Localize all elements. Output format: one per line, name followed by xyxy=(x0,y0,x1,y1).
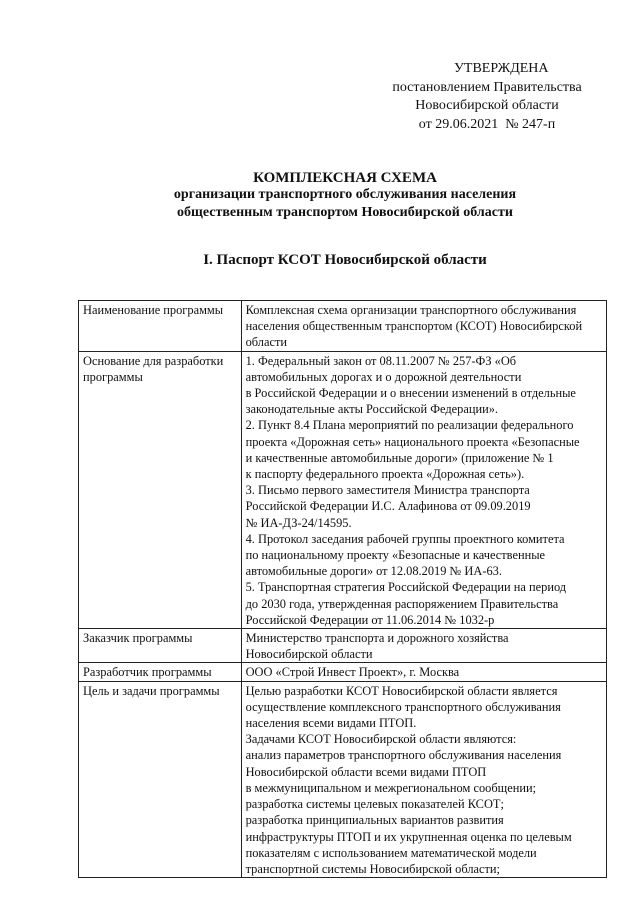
cell-text-line: Основание для разработки xyxy=(83,353,224,368)
table-cell-value xyxy=(241,663,606,681)
cell-text-line: населения общественным транспортом (КСОТ) Новосибирской xyxy=(245,319,583,334)
cell-text-line: населения всеми видами ПТОП. xyxy=(245,716,417,731)
cell-text-line: Цель и задачи программы xyxy=(83,683,220,698)
cell-text-line: 4. Протокол заседания рабочей группы проектного комитета xyxy=(245,531,565,546)
cell-text-line: Комплексная схема организации транспортного обслуживания xyxy=(245,303,577,317)
table-row xyxy=(79,629,607,663)
passport-table xyxy=(78,300,607,878)
cell-text-line: ООО «Строй Инвест Проект», г. Москва xyxy=(245,665,460,680)
cell-text-line: области xyxy=(245,335,288,350)
document-title: КОМПЛЕКСНАЯ СХЕМА xyxy=(253,170,437,186)
cell-text-line: Российской Федерации И.С. Алафинова от 09.09.2019 xyxy=(245,499,531,514)
cell-text-line: программы xyxy=(83,369,143,384)
approval-date-line xyxy=(372,116,602,135)
table-cell-label xyxy=(79,663,242,681)
table-row xyxy=(79,301,607,352)
cell-text-line: 2. Пункт 8.4 Плана мероприятий по реализации федерального xyxy=(245,418,574,433)
subtitle-line-2: общественным транспортом Новосибирской области xyxy=(177,204,513,220)
cell-text-line: Заказчик программы xyxy=(83,631,193,646)
subtitle-line-1: организации транспортного обслуживания населения xyxy=(173,187,517,202)
cell-text-line: разработка принципиальных вариантов развития xyxy=(245,813,504,828)
approval-line-1: постановлением Правительства xyxy=(392,79,582,95)
cell-text-line: инфраструктуры ПТОП и их укрупненная оценка по целевым xyxy=(245,829,572,844)
cell-text-line: № ИА-ДЗ-24/14595. xyxy=(245,515,352,530)
cell-text-line: автомобильные дороги» от 12.08.2019 № ИА-63. xyxy=(245,564,502,579)
cell-text-line: в межмуниципальном и межрегиональном сообщении; xyxy=(245,780,537,795)
table-row xyxy=(79,351,607,628)
approval-number: № 247-п xyxy=(505,116,556,132)
cell-text-line: в Российской Федерации и о внесении изменений в отдельные xyxy=(245,386,576,401)
cell-text-line: показателям с использованием математической модели xyxy=(245,845,537,860)
cell-text-line: Новосибирской области всеми видами ПТОП xyxy=(245,764,487,779)
document-subtitle xyxy=(80,186,610,221)
table-row xyxy=(79,663,607,681)
cell-text-line: автомобильных дорогах и о дорожной деятельности xyxy=(245,369,522,384)
cell-text-line: Наименование программы xyxy=(83,303,224,317)
table-row xyxy=(79,681,607,877)
approval-line-2: Новосибирской области xyxy=(415,98,559,113)
table-cell-label xyxy=(79,301,242,352)
cell-text-line: к паспорту федерального проекта «Дорожная сеть»). xyxy=(245,467,525,482)
approval-heading: УТВЕРЖДЕНА xyxy=(454,61,549,76)
cell-text-line: Министерство транспорта и дорожного хозяйства xyxy=(245,631,509,646)
cell-text-line: 3. Письмо первого заместителя Министра транспорта xyxy=(245,483,530,498)
table-cell-value xyxy=(241,681,606,877)
cell-text-line: Новосибирской области xyxy=(245,647,373,662)
cell-text-line: законодательные акты Российской Федерации». xyxy=(245,402,499,417)
cell-text-line: анализ параметров транспортного обслуживания населения xyxy=(245,748,562,763)
cell-text-line: разработка системы целевых показателей КСОТ; xyxy=(245,797,504,812)
passport-table-body xyxy=(79,301,607,878)
table-cell-label xyxy=(79,629,242,663)
cell-text-line: по национальному проекту «Безопасные и качественные xyxy=(245,548,546,563)
cell-text-line: проекта «Дорожная сеть» национального проекта «Безопасные xyxy=(245,434,580,449)
cell-text-line: 5. Транспортная стратегия Российской Федерации на период xyxy=(245,580,567,595)
cell-text-line: и качественные автомобильные дороги» (приложение № 1 xyxy=(245,450,554,465)
approval-block xyxy=(372,60,602,134)
approval-date: от 29.06.2021 xyxy=(418,116,499,132)
cell-text-line: Целью разработки КСОТ Новосибирской области является xyxy=(245,683,558,698)
table-cell-label xyxy=(79,681,242,877)
table-cell-value xyxy=(241,351,606,628)
cell-text-line: Задачами КСОТ Новосибирской области являются: xyxy=(245,732,517,747)
table-cell-value xyxy=(241,629,606,663)
cell-text-line: Разработчик программы xyxy=(83,665,212,680)
table-cell-value xyxy=(241,301,606,352)
cell-text-line: Российской Федерации от 11.06.2014 № 1032-р xyxy=(245,612,495,627)
cell-text-line: осуществление комплексного транспортного обслуживания xyxy=(245,699,561,714)
table-cell-label xyxy=(79,351,242,628)
cell-text-line: 1. Федеральный закон от 08.11.2007 № 257-ФЗ «Об xyxy=(245,353,517,368)
cell-text-line: транспортной системы Новосибирской области; xyxy=(245,861,500,876)
cell-text-line: до 2030 года, утвержденная распоряжением Правительства xyxy=(245,596,559,611)
section-heading: I. Паспорт КСОТ Новосибирской области xyxy=(203,252,487,268)
